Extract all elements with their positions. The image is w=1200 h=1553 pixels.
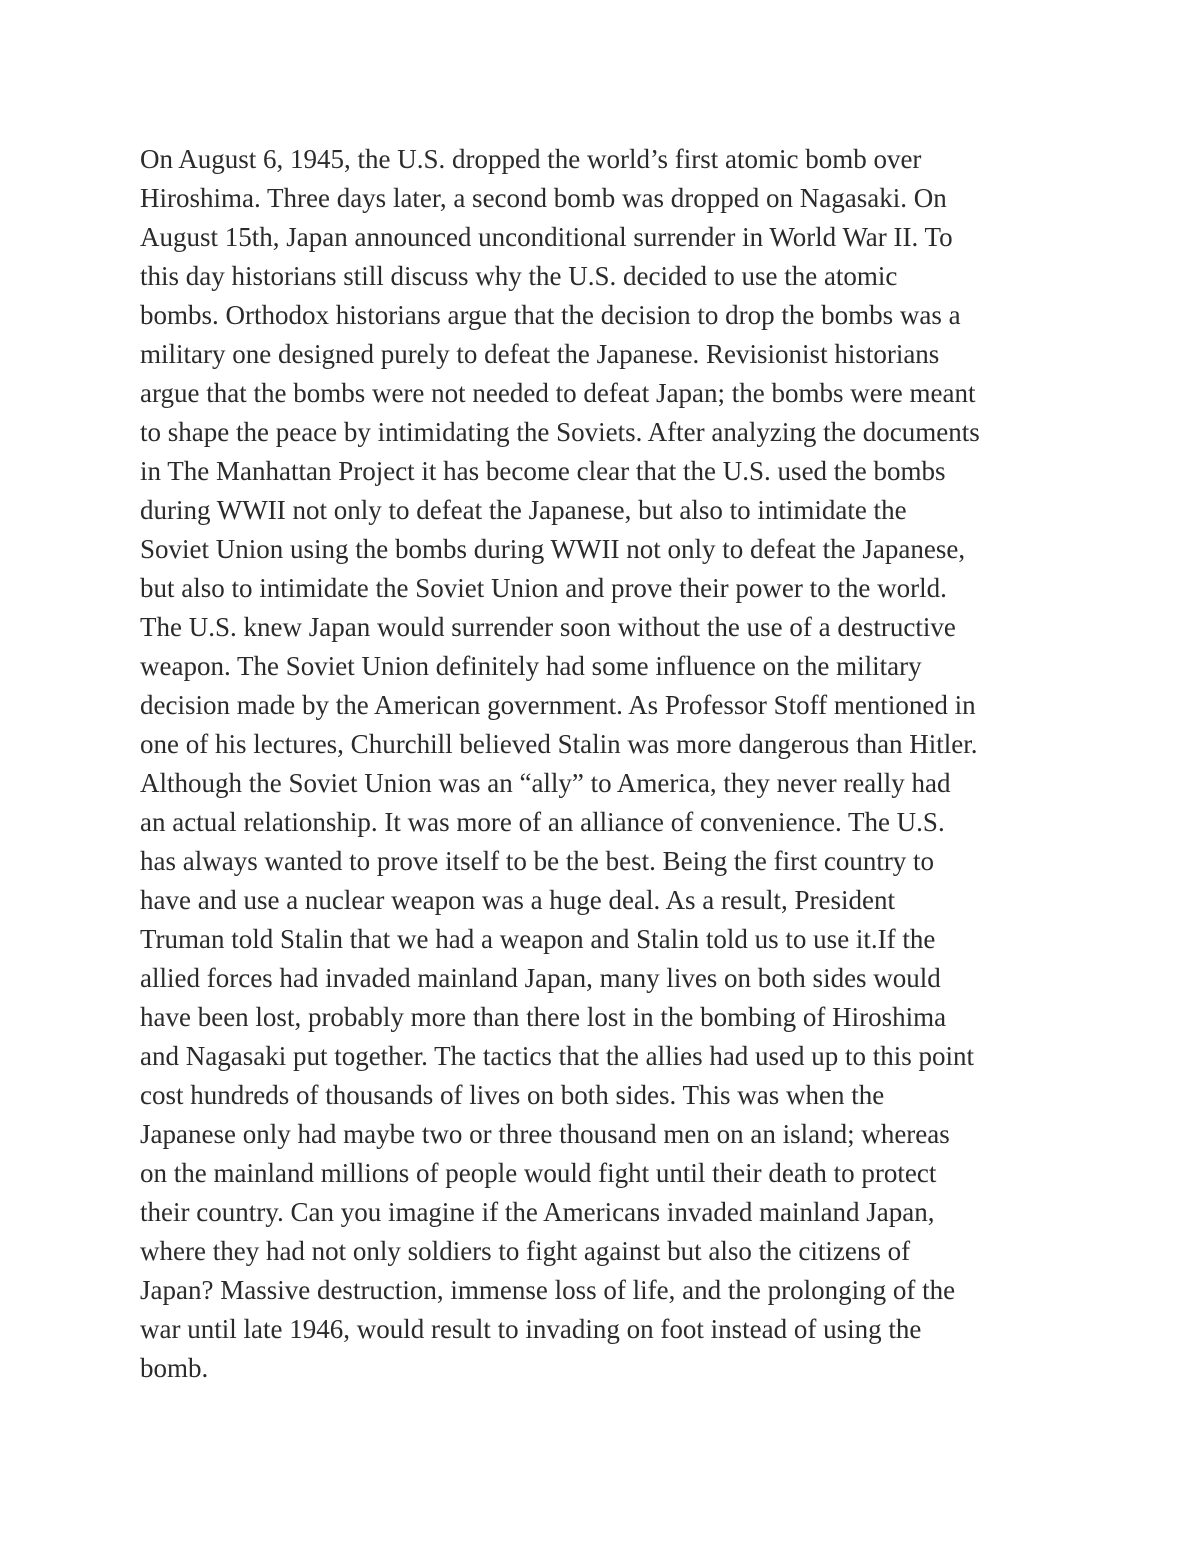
- text-line: allied forces had invaded mainland Japan, many lives on both sides would: [140, 963, 941, 993]
- text-line: August 15th, Japan announced unconditional surrender in World War II. To: [140, 222, 953, 252]
- text-line: On August 6, 1945, the U.S. dropped the world’s first atomic bomb over: [140, 144, 922, 174]
- text-line: where they had not only soldiers to fight against but also the citizens of: [140, 1236, 911, 1266]
- body-paragraph: [140, 140, 1080, 1388]
- text-line: but also to intimidate the Soviet Union and prove their power to the world.: [140, 573, 947, 603]
- text-line: cost hundreds of thousands of lives on both sides. This was when the: [140, 1080, 885, 1110]
- text-line: Japanese only had maybe two or three thousand men on an island; whereas: [140, 1119, 950, 1149]
- text-line: to shape the peace by intimidating the Soviets. After analyzing the documents: [140, 417, 980, 447]
- text-line: war until late 1946, would result to invading on foot instead of using the: [140, 1314, 922, 1344]
- text-line: in The Manhattan Project it has become clear that the U.S. used the bombs: [140, 456, 946, 486]
- text-line: one of his lectures, Churchill believed Stalin was more dangerous than Hitler.: [140, 729, 978, 759]
- text-line: this day historians still discuss why the U.S. decided to use the atomic: [140, 261, 898, 291]
- text-line: has always wanted to prove itself to be the best. Being the first country to: [140, 846, 935, 876]
- text-line: Japan? Massive destruction, immense loss of life, and the prolonging of the: [140, 1275, 956, 1305]
- text-line: Hiroshima. Three days later, a second bomb was dropped on Nagasaki. On: [140, 183, 947, 213]
- text-line: have been lost, probably more than there lost in the bombing of Hiroshima: [140, 1002, 947, 1032]
- text-line: The U.S. knew Japan would surrender soon without the use of a destructive: [140, 612, 956, 642]
- text-line: an actual relationship. It was more of an alliance of convenience. The U.S.: [140, 807, 945, 837]
- text-line: bomb.: [140, 1353, 209, 1383]
- text-line: argue that the bombs were not needed to defeat Japan; the bombs were meant: [140, 378, 976, 408]
- text-line: their country. Can you imagine if the Americans invaded mainland Japan,: [140, 1197, 935, 1227]
- text-line: military one designed purely to defeat the Japanese. Revisionist historians: [140, 339, 940, 369]
- text-line: Truman told Stalin that we had a weapon and Stalin told us to use it.If the: [140, 924, 936, 954]
- text-line: and Nagasaki put together. The tactics that the allies had used up to this point: [140, 1041, 975, 1071]
- text-line: bombs. Orthodox historians argue that the decision to drop the bombs was a: [140, 300, 961, 330]
- text-line: have and use a nuclear weapon was a huge deal. As a result, President: [140, 885, 895, 915]
- text-line: on the mainland millions of people would fight until their death to protect: [140, 1158, 937, 1188]
- text-line: decision made by the American government. As Professor Stoff mentioned in: [140, 690, 976, 720]
- text-line: Although the Soviet Union was an “ally” to America, they never really had: [140, 768, 951, 798]
- text-line: during WWII not only to defeat the Japanese, but also to intimidate the: [140, 495, 907, 525]
- text-line: weapon. The Soviet Union definitely had some influence on the military: [140, 651, 922, 681]
- text-line: Soviet Union using the bombs during WWII not only to defeat the Japanese,: [140, 534, 966, 564]
